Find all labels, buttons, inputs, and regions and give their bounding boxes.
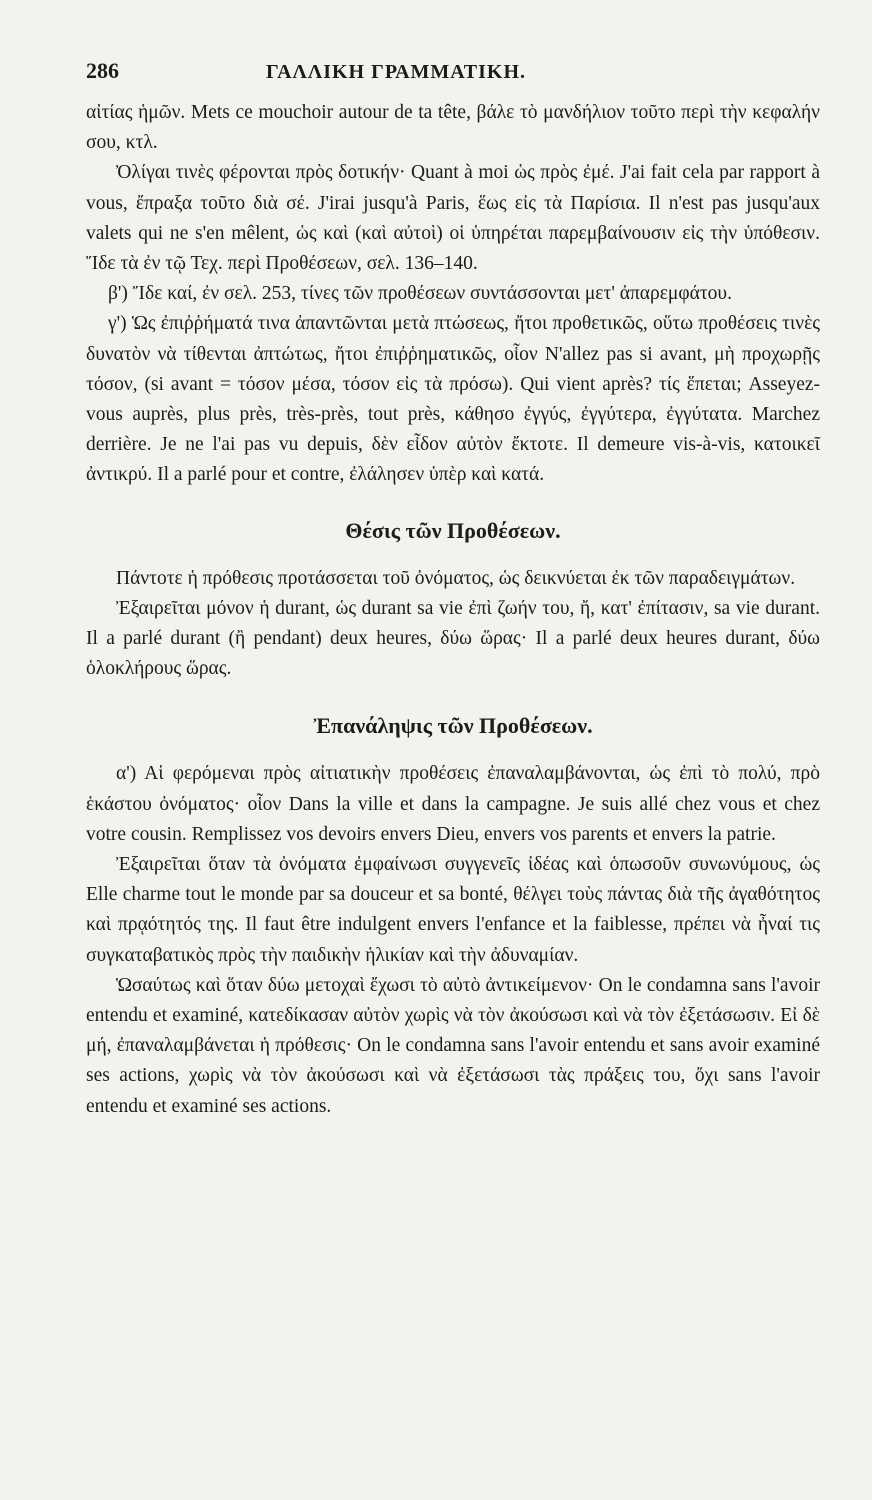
paragraph: γ') Ὡς ἐπιῤῥήματά τινα ἀπαντῶνται μετὰ πτώσεως, ἤτοι προθετικῶς, οὕτω προθέσεις τινὲς δυνατὸν νὰ τίθενται ἀπτώτως, ἤτοι ἐπιῤῥηματικῶς, οἷον N'allez pas si avant, μὴ προχωρῇς τόσον, (si avant = τόσον μέσα, τόσον εἰς τὰ πρόσω). Qui vient après? τίς ἕπεται; Asseyez-vous auprès, plus près, très-près, tout près, κάθησο ἐγγύς, ἐγγύτερα, ἐγγύτατα. Marchez derrière. Je ne l'ai pas vu depuis, δὲν εἶδον αὐτὸν ἔκτοτε. Il demeure vis-à-vis, κατοικεῖ ἀντικρύ. Il a parlé pour et contre, ἐλάλησεν ὑπὲρ καὶ κατά.	[86, 313, 820, 486]
page-header	[86, 58, 820, 98]
paragraph: Ἐξαιρεῖται μόνον ἡ durant, ὡς durant sa vie ἐπὶ ζωήν του, ἤ, κατ' ἐπίτασιν, sa vie durant. Il a parlé durant (ἢ pendant) deux heures, δύω ὥρας· Il a parlé deux heures durant, δύω ὁλοκλήρους ὥρας.	[86, 597, 820, 680]
paragraph: Ὀλίγαι τινὲς φέρονται πρὸς δοτικήν· Quant à moi ὡς πρὸς ἐμέ. J'ai fait cela par rapport à vous, ἔπραξα τοῦτο διὰ σέ. J'irai jusqu'à Paris, ἕως εἰς τὰ Παρίσια. Il n'est pas jusqu'aux valets qui ne s'en mêlent, ὡς καὶ (καὶ αὐτοὶ) οἱ ὑπηρέται παρεμβαίνουσιν εἰς τὴν ὑπόθεσιν. Ἴδε τὰ ἐν τῷ Τεχ. περὶ Προθέσεων, σελ. 136–140.	[86, 162, 820, 275]
paragraph: Ἐξαιρεῖται ὅταν τὰ ὀνόματα ἐμφαίνωσι συγγενεῖς ἰδέας καὶ ὁπωσοῦν συνωνύμους, ὡς Elle charme tout le monde par sa douceur et sa bonté, θέλγει τοὺς πάντας διὰ τῆς ἀγαθότητος καὶ πρᾳότητός της. Il faut être indulgent envers l'enfance et la faiblesse, πρέπει νὰ ἦναί τις συγκαταβατικὸς πρὸς τὴν παιδικὴν ἡλικίαν καὶ τὴν ἀδυναμίαν.	[86, 854, 820, 966]
paragraph: β') Ἴδε καί, ἐν σελ. 253, τίνες τῶν προθέσεων συντάσσονται μετ' ἀπαρεμφάτου.	[108, 283, 732, 305]
paragraph: Ὡσαύτως καὶ ὅταν δύω μετοχαὶ ἔχωσι τὸ αὐτὸ ἀντικείμενον· On le condamna sans l'avoir entendu et examiné, κατεδίκασαν αὐτὸν χωρὶς νὰ τὸν ἀκούσωσι καὶ νὰ τὸν ἐξετάσωσιν. Εἰ δὲ μή, ἐπαναλαμβάνεται ἡ πρόθεσις· On le condamna sans l'avoir entendu et sans avoir examiné ses actions, χωρὶς νὰ τὸν ἀκούσωσι καὶ νὰ ἐξετάσωσι τὰς πράξεις του, ὄχι sans l'avoir entendu et examiné ses actions.	[86, 974, 820, 1117]
paragraph: Πάντοτε ἡ πρόθεσις προτάσσεται τοῦ ὀνόματος, ὡς δεικνύεται ἐκ τῶν παραδειγμάτων.	[116, 567, 796, 589]
running-title: ΓΑΛΛΙΚΗ ΓΡΑΜΜΑΤΙΚΗ.	[266, 61, 527, 83]
paragraph: α') Αἱ φερόμεναι πρὸς αἰτιατικὴν προθέσεις ἐπαναλαμβάνονται, ὡς ἐπὶ τὸ πολύ, πρὸ ἑκάστου ὀνόματος· οἷον Dans la ville et dans la campagne. Je suis allé chez vous et chez votre cousin. Remplissez vos devoirs envers Dieu, envers vos parents et envers la patrie.	[86, 763, 820, 845]
section-title: Ἐπανάληψις τῶν Προθέσεων.	[313, 713, 593, 739]
page-number: 286	[86, 58, 119, 83]
page-body	[86, 98, 820, 1122]
section-title: Θέσις τῶν Προθέσεων.	[345, 517, 561, 543]
paragraph: αἰτίας ἡμῶν. Mets ce mouchoir autour de ta tête, βάλε τὸ μανδήλιον τοῦτο περὶ τὴν κεφαλήν σου, κτλ.	[86, 102, 820, 154]
